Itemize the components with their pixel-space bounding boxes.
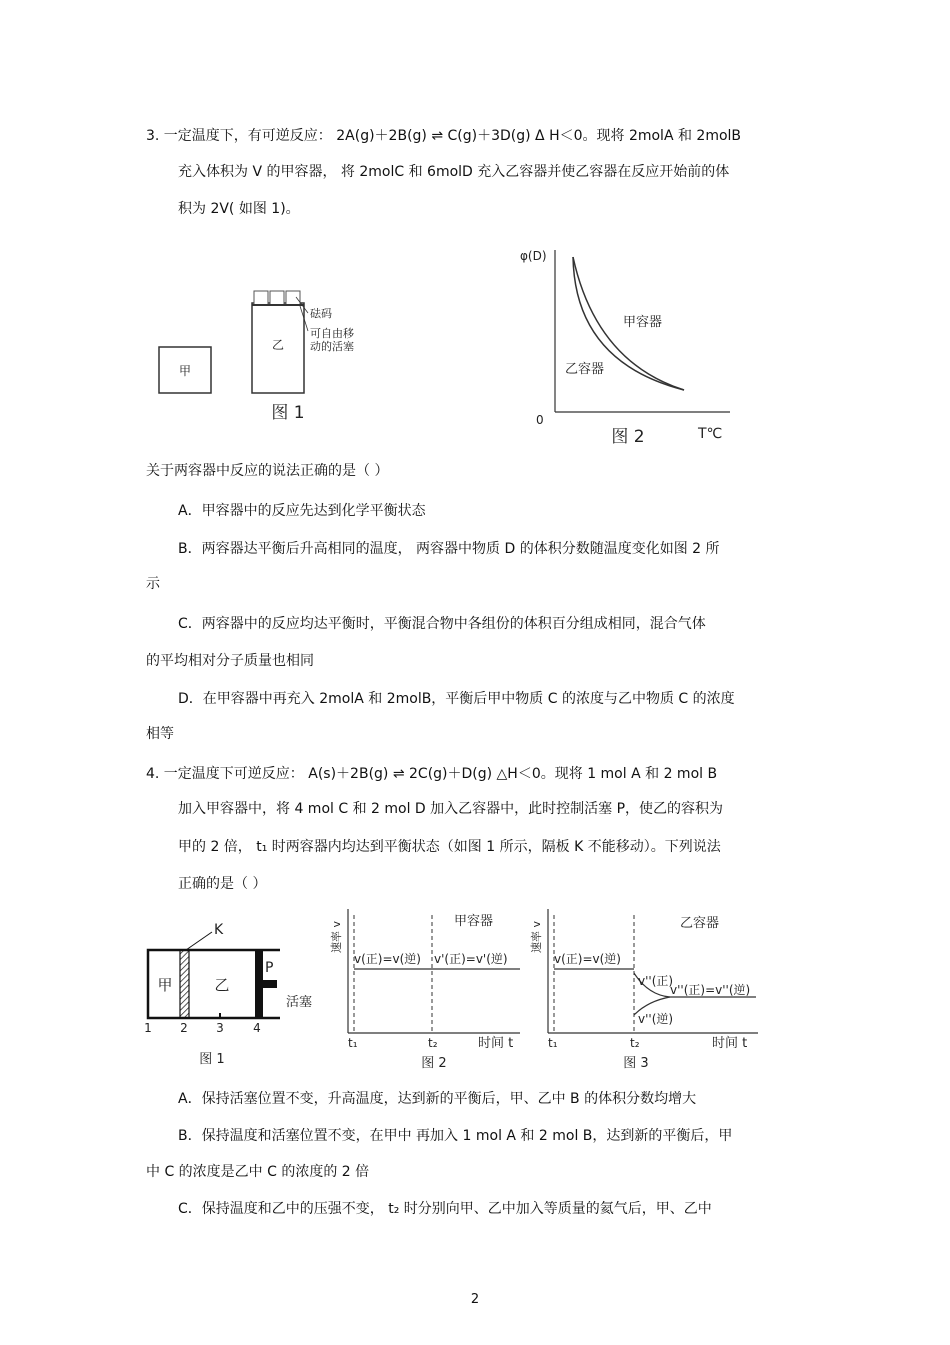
q4-figure-1 <box>140 920 330 1072</box>
y-axis-label: 速率 v <box>330 920 343 953</box>
q3-option-c-1: C．两容器中的反应均达平衡时，平衡混合物中各组份的体积百分组成相同，混合气体 <box>178 616 706 632</box>
q3-line1: 3. 一定温度下，有可逆反应： 2A(g)＋2B(g) ⇌ C(g)＋3D(g) Δ H＜0。现将 2molA 和 2molB <box>146 128 742 144</box>
jia-label: 甲 <box>157 976 173 994</box>
eq-label-2: v''(正)=v''(逆) <box>670 983 751 997</box>
q3-line2: 充入体积为 V 的甲容器， 将 2molC 和 6molD 充入乙容器并使乙容器在反应开始前的体 <box>178 164 730 180</box>
t1-label: t₁ <box>548 1036 558 1050</box>
q4-option-a: A．保持活塞位置不变，升高温度，达到新的平衡后，甲、乙中 B 的体积分数均增大 <box>178 1091 697 1107</box>
q3-figure-1 <box>150 275 370 425</box>
fig1-caption: 图 1 <box>199 1052 225 1067</box>
eq-label-1: v(正)=v(逆) <box>554 952 621 966</box>
q4-option-b-2: 中 C 的浓度是乙中 C 的浓度的 2 倍 <box>146 1164 370 1180</box>
eq-label-1: v(正)=v(逆) <box>354 952 421 966</box>
q4-line4: 正确的是（ ） <box>178 876 267 892</box>
weight-block <box>286 291 300 305</box>
piston-label-1: 可自由移 <box>310 327 354 340</box>
fig2-caption: 图 2 <box>611 427 645 447</box>
q3-option-b-2: 示 <box>146 576 160 592</box>
t2-label: t₂ <box>428 1036 438 1050</box>
reverse-rate-label: v''(逆) <box>638 1012 674 1026</box>
mark-4: 4 <box>253 1021 261 1035</box>
q4-figure-3 <box>530 905 770 1072</box>
q3-stem: 关于两容器中反应的说法正确的是（ ） <box>146 463 389 479</box>
jia-curve-label: 甲容器 <box>623 315 663 330</box>
x-axis-label: 时间 t <box>478 1036 514 1051</box>
t2-label: t₂ <box>630 1036 640 1050</box>
y-axis-label: 速率 v <box>530 920 543 953</box>
yi-curve-label: 乙容器 <box>565 362 605 377</box>
piston-p <box>255 950 263 1018</box>
t1-label: t₁ <box>348 1036 358 1050</box>
q4-line2: 加入甲容器中，将 4 mol C 和 2 mol D 加入乙容器中，此时控制活塞 P，使乙的容积为 <box>178 801 724 817</box>
weight-label: 砝码 <box>310 307 332 320</box>
piston-label: 活塞 <box>286 995 313 1010</box>
q4-figure-2 <box>328 905 528 1072</box>
fig3-caption: 图 3 <box>623 1056 649 1071</box>
q4-option-c-1: C．保持温度和乙中的压强不变， t₂ 时分别向甲、乙中加入等质量的氦气后，甲、乙中 <box>178 1201 712 1217</box>
fig2-caption: 图 2 <box>421 1056 447 1071</box>
q3-option-d-2: 相等 <box>146 726 174 742</box>
k-label: K <box>214 922 224 938</box>
page-number: 2 <box>470 1292 480 1307</box>
yi-label: 乙 <box>271 338 285 352</box>
weight-block <box>270 291 284 305</box>
mark-2: 2 <box>180 1021 188 1035</box>
chart-title: 甲容器 <box>454 914 494 929</box>
forward-rate-label: v''(正) <box>638 974 674 988</box>
q4-line1: 4. 一定温度下可逆反应： A(s)＋2B(g) ⇌ 2C(g)＋D(g) △H＜0。现将 1 mol A 和 2 mol B <box>146 766 718 782</box>
piston-rod <box>263 980 277 988</box>
q4-option-b-1: B．保持温度和活塞位置不变，在甲中 再加入 1 mol A 和 2 mol B，达到新的平衡后，甲 <box>178 1128 733 1144</box>
q3-option-a: A．甲容器中的反应先达到化学平衡状态 <box>178 503 426 519</box>
p-label: P <box>265 960 274 976</box>
q3-figure-2 <box>510 242 740 450</box>
weight-block <box>254 291 268 305</box>
eq-label-2: v'(正)=v'(逆) <box>434 952 508 966</box>
mark-1: 1 <box>144 1021 152 1035</box>
q3-option-b-1: B．两容器达平衡后升高相同的温度， 两容器中物质 D 的体积分数随温度变化如图 2 所 <box>178 541 720 557</box>
q3-option-d-1: D．在甲容器中再充入 2molA 和 2molB，平衡后甲中物质 C 的浓度与乙中物质 C 的浓度 <box>178 691 735 707</box>
x-axis-label: T℃ <box>698 426 723 442</box>
q3-line3: 积为 2V( 如图 1)。 <box>178 201 300 217</box>
x-axis-label: 时间 t <box>712 1036 748 1051</box>
y-axis-label: φ(D) <box>520 249 547 263</box>
q4-line3: 甲的 2 倍， t₁ 时两容器内均达到平衡状态（如图 1 所示，隔板 K 不能移动）。下列说法 <box>178 839 721 855</box>
partition-k <box>180 950 189 1018</box>
fig1-caption: 图 1 <box>271 403 305 423</box>
origin-label: 0 <box>536 413 544 427</box>
piston-label-2: 动的活塞 <box>310 340 354 353</box>
yi-label: 乙 <box>214 976 230 994</box>
chart-title: 乙容器 <box>680 916 720 931</box>
mark-3: 3 <box>216 1021 224 1035</box>
q3-option-c-2: 的平均相对分子质量也相同 <box>146 653 314 669</box>
jia-label: 甲 <box>178 364 192 378</box>
